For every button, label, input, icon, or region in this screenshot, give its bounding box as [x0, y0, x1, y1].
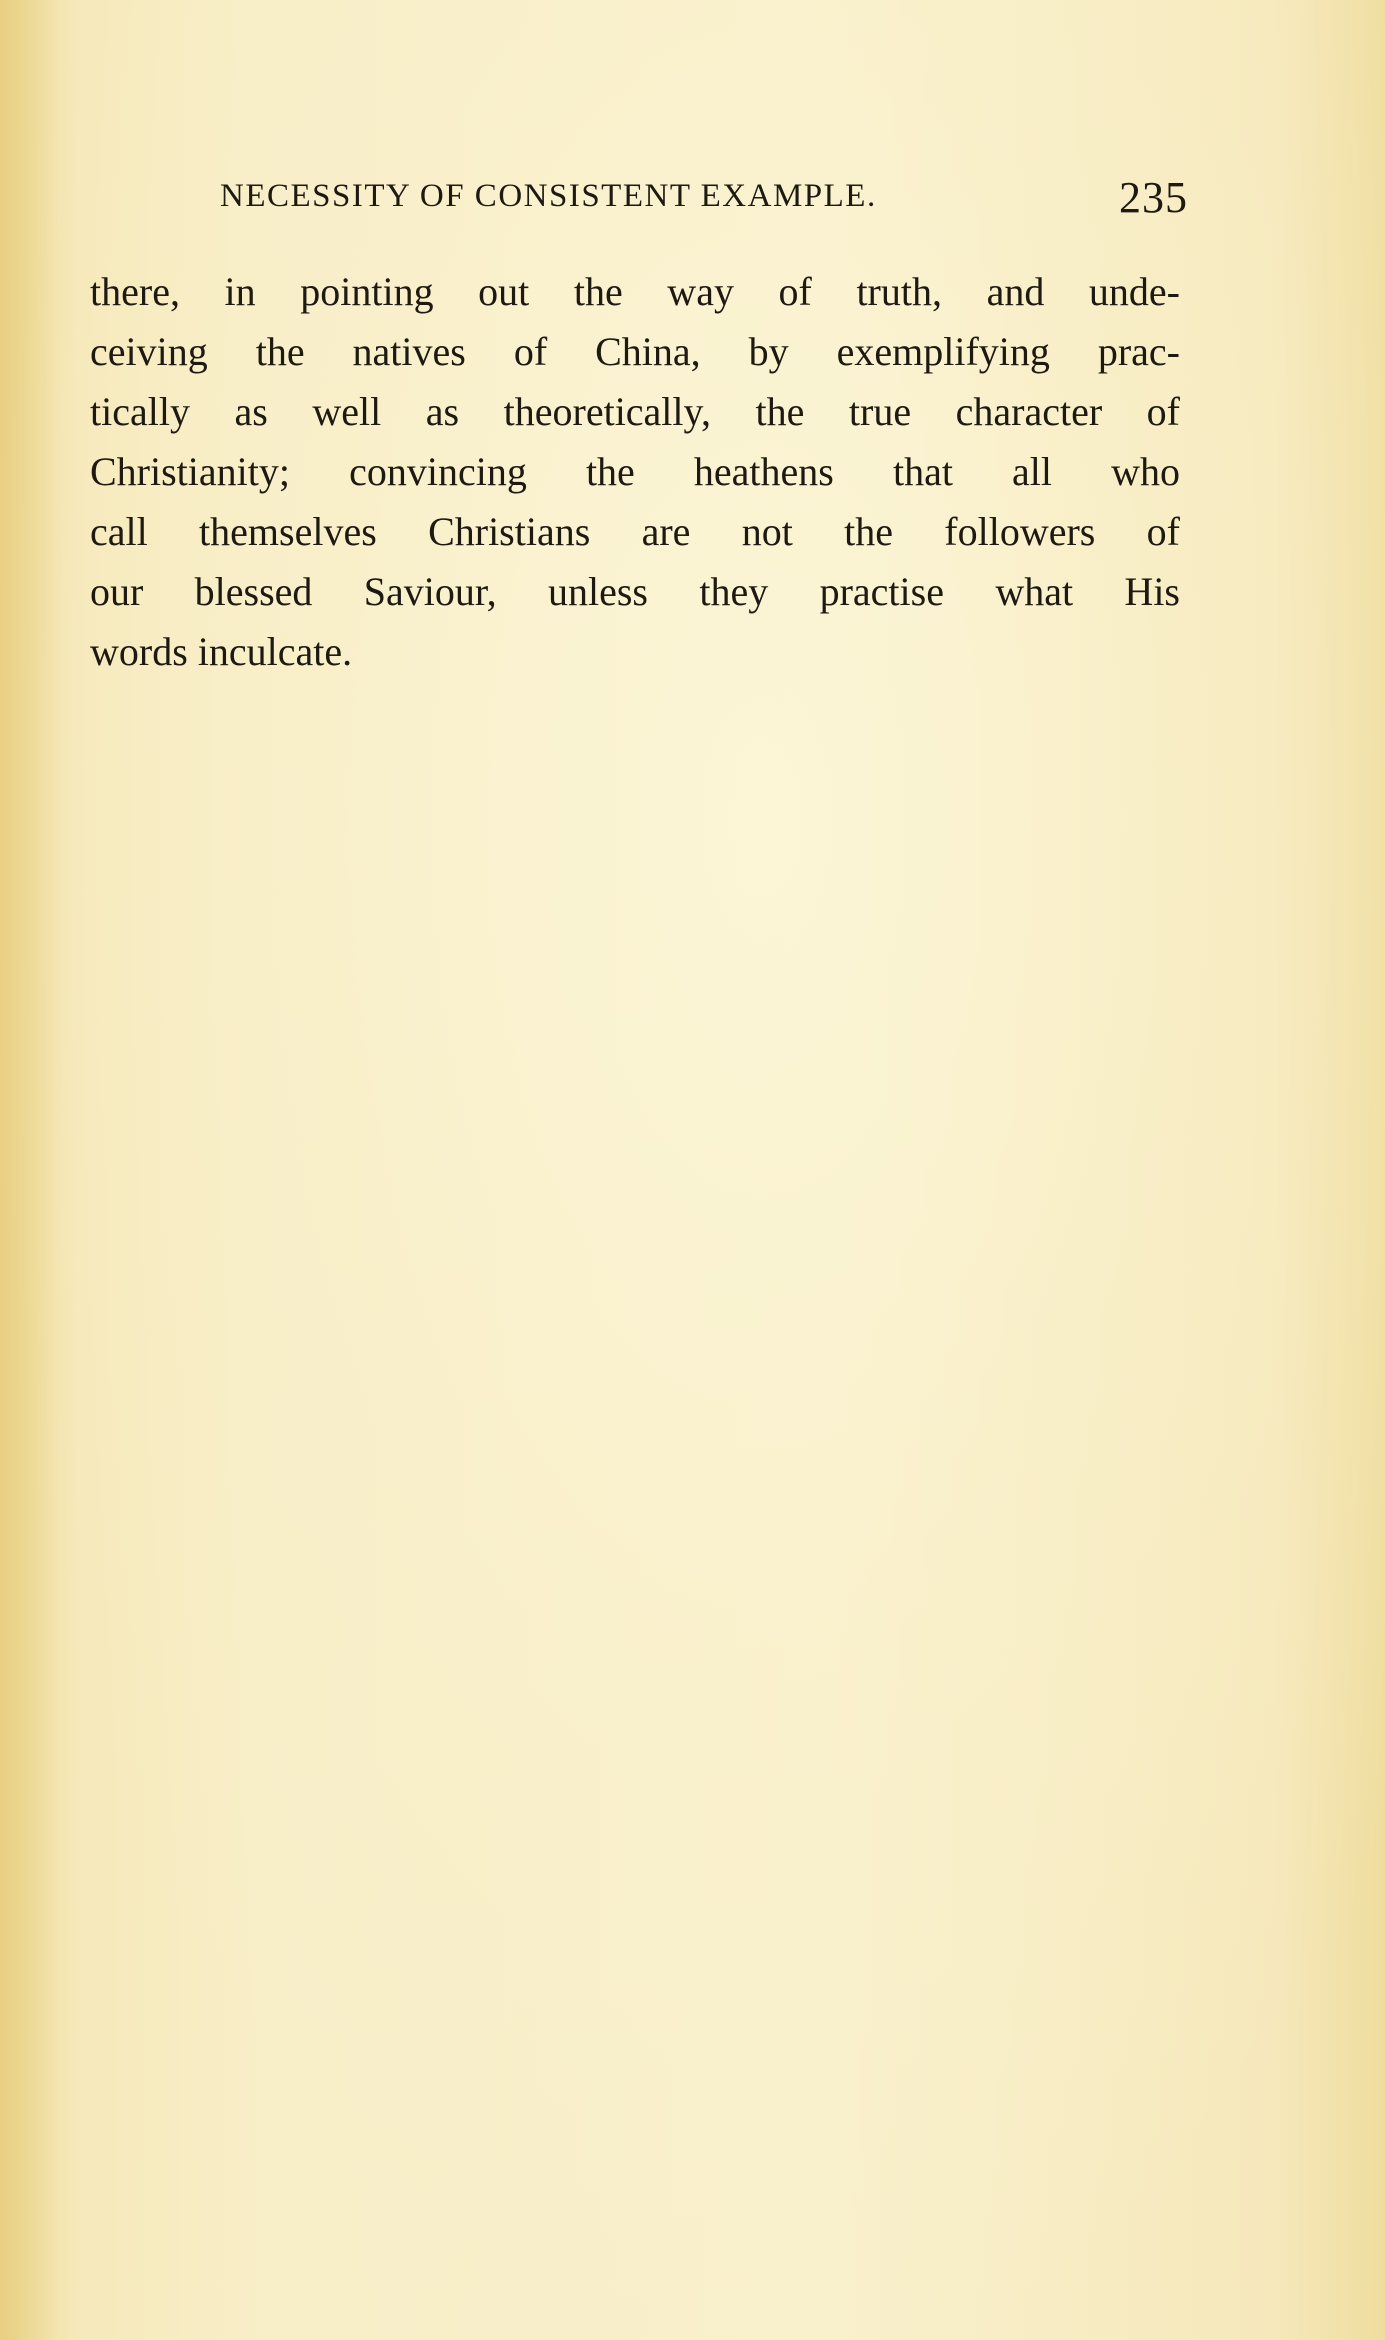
- text-line: our blessed Saviour, unless they practise what His: [90, 569, 1180, 614]
- body-paragraph: [90, 262, 1180, 682]
- text-line: words inculcate.: [90, 629, 353, 674]
- text-line: Christianity; convincing the heathens that all who: [90, 449, 1180, 494]
- text-line: there, in pointing out the way of truth, and unde-: [90, 269, 1180, 314]
- page-number: 235: [1119, 173, 1188, 222]
- page-header: [220, 172, 1188, 222]
- page-edge-shadow: [0, 0, 60, 2340]
- text-line: call themselves Christians are not the followers of: [90, 509, 1180, 554]
- text-line: ceiving the natives of China, by exemplifying prac-: [90, 329, 1180, 374]
- running-head: NECESSITY OF CONSISTENT EXAMPLE.: [220, 178, 877, 214]
- text-line: tically as well as theoretically, the true character of: [90, 389, 1180, 434]
